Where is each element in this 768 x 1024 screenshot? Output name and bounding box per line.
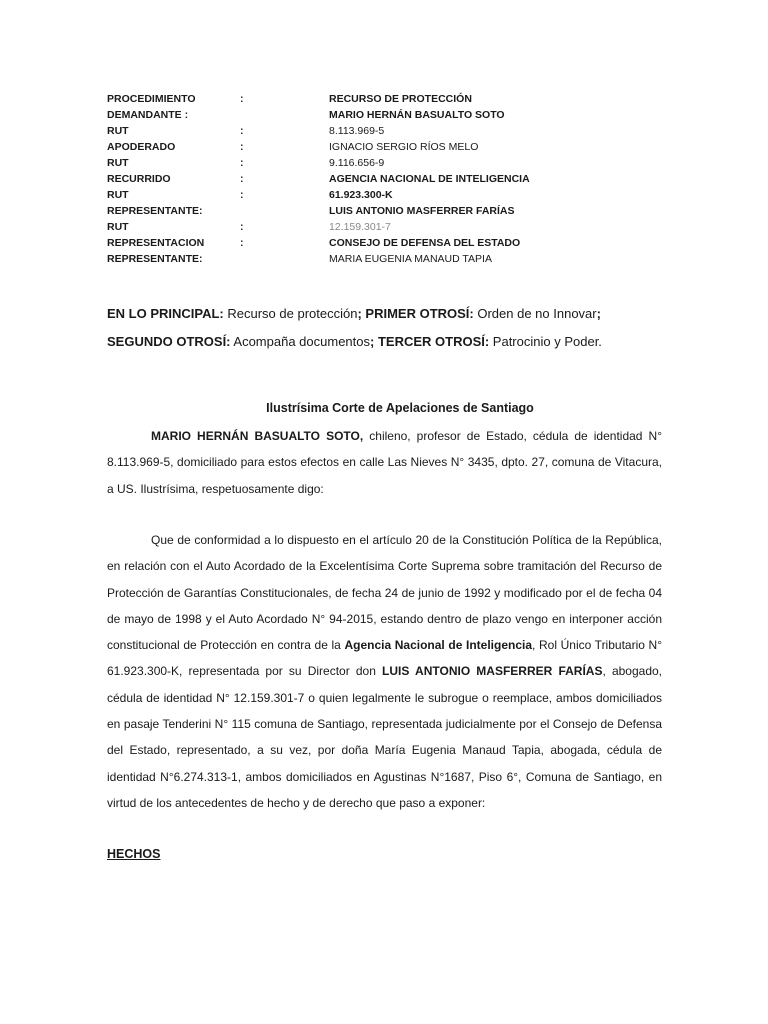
header-value: MARIA EUGENIA MANAUD TAPIA	[329, 253, 492, 265]
header-label: RUT	[107, 125, 129, 137]
header-row	[107, 155, 667, 171]
header-value: 9.116.656-9	[329, 157, 385, 169]
sumilla-text: Recurso de protección	[223, 306, 358, 321]
header-colon: :	[240, 141, 244, 153]
sumilla-label: SEGUNDO OTROSÍ:	[107, 334, 231, 349]
header-value: RECURSO DE PROTECCIÓN	[329, 93, 472, 105]
sumilla-label: EN LO PRINCIPAL:	[107, 306, 224, 321]
header-colon: :	[240, 173, 244, 185]
header-row	[107, 187, 667, 203]
header-colon: :	[240, 237, 244, 249]
header-value: IGNACIO SERGIO RÍOS MELO	[329, 141, 479, 153]
header-row	[107, 235, 667, 251]
sumilla-separator: ;	[357, 306, 362, 321]
body-text: Que de conformidad a lo dispuesto en el artículo 20 de la Constitución Política de la República, en relación con el Auto Acordado de la Excelentísima Corte Suprema sobre tramitación del Recurso de Protección de Garantías Constitucionales, de fecha 24 de junio de 1992 y modificado por el de fecha 04 de mayo de 1998 y el Auto Acordado N° 94-2015, estando dentro de plazo vengo en interponer acción constitucional de Protección en contra de la	[107, 533, 662, 653]
header-value: CONSEJO DE DEFENSA DEL ESTADO	[329, 237, 521, 249]
sumilla-separator: ;	[596, 306, 601, 321]
header-row	[107, 219, 667, 235]
header-label: REPRESENTANTE:	[107, 253, 203, 265]
header-colon: :	[240, 221, 244, 233]
header-colon: :	[240, 157, 244, 169]
header-label: RUT	[107, 221, 129, 233]
header-label: DEMANDANTE :	[107, 109, 189, 121]
header-colon: :	[240, 189, 244, 201]
sumilla-text: Acompaña documentos	[230, 334, 370, 349]
sumilla	[107, 300, 662, 356]
header-label: PROCEDIMIENTO	[107, 93, 196, 105]
header-colon: :	[240, 93, 244, 105]
header-value: MARIO HERNÁN BASUALTO SOTO	[329, 109, 505, 121]
header-label: RECURRIDO	[107, 173, 171, 185]
header-value: LUIS ANTONIO MASFERRER FARÍAS	[329, 205, 515, 217]
header-value: 8.113.969-5	[329, 125, 385, 137]
header-value: 12.159.301-7	[329, 221, 391, 233]
header-colon: :	[240, 125, 244, 137]
header-label: RUT	[107, 189, 129, 201]
header-row	[107, 91, 667, 107]
intro-text: chileno, profesor de Estado, cédula de identidad N° 8.113.969-5, domiciliado para estos efectos en calle Las Nieves N° 3435, dpto. 27, comuna de Vitacura, a US. Ilustrísima, respetuosamente digo:	[107, 429, 662, 496]
intro-paragraph	[107, 423, 662, 502]
header-label: RUT	[107, 157, 129, 169]
header-row	[107, 139, 667, 155]
header-label: REPRESENTANTE:	[107, 205, 203, 217]
hechos-heading: HECHOS	[107, 847, 161, 861]
header-row	[107, 251, 667, 267]
header-label: APODERADO	[107, 141, 176, 153]
court-heading: Ilustrísima Corte de Apelaciones de Santiago	[266, 401, 534, 415]
header-row	[107, 123, 667, 139]
header-label: REPRESENTACION	[107, 237, 205, 249]
header-value: AGENCIA NACIONAL DE INTELIGENCIA	[329, 173, 530, 185]
sumilla-label: TERCER OTROSÍ:	[374, 334, 490, 349]
sumilla-text: Orden de no Innovar	[473, 306, 597, 321]
sumilla-text: Patrocinio y Poder.	[489, 334, 602, 349]
body-bold-text: Agencia Nacional de Inteligencia	[344, 638, 533, 653]
body-bold-text: LUIS ANTONIO MASFERRER FARÍAS	[382, 664, 603, 679]
header-row	[107, 203, 667, 219]
body-text: , abogado, cédula de identidad N° 12.159.301-7 o quien legalmente le subrogue o reemplace, ambos domiciliados en pasaje Tenderini N° 115 comuna de Santiago, representada judicialmente por el Consejo de Defensa del Estado, representado, a su vez, por doña María Eugenia Manaud Tapia, abogada, cédula de identidad N°6.274.313-1, ambos domiciliados en Agustinas N°1687, Piso 6°, Comuna de Santiago, en virtud de los antecedentes de hecho y de derecho que paso a exponer:	[107, 664, 662, 810]
sumilla-separator: ;	[370, 334, 375, 349]
sumilla-label: PRIMER OTROSÍ:	[361, 306, 474, 321]
header-row	[107, 107, 667, 123]
header-row	[107, 171, 667, 187]
header-value: 61.923.300-K	[329, 189, 393, 201]
petitioner-name: MARIO HERNÁN BASUALTO SOTO,	[151, 429, 364, 443]
body-paragraph	[107, 527, 662, 816]
body-text: , Rol Único Tributario N° 61.923.300-K, representada por su Director don	[107, 638, 662, 679]
